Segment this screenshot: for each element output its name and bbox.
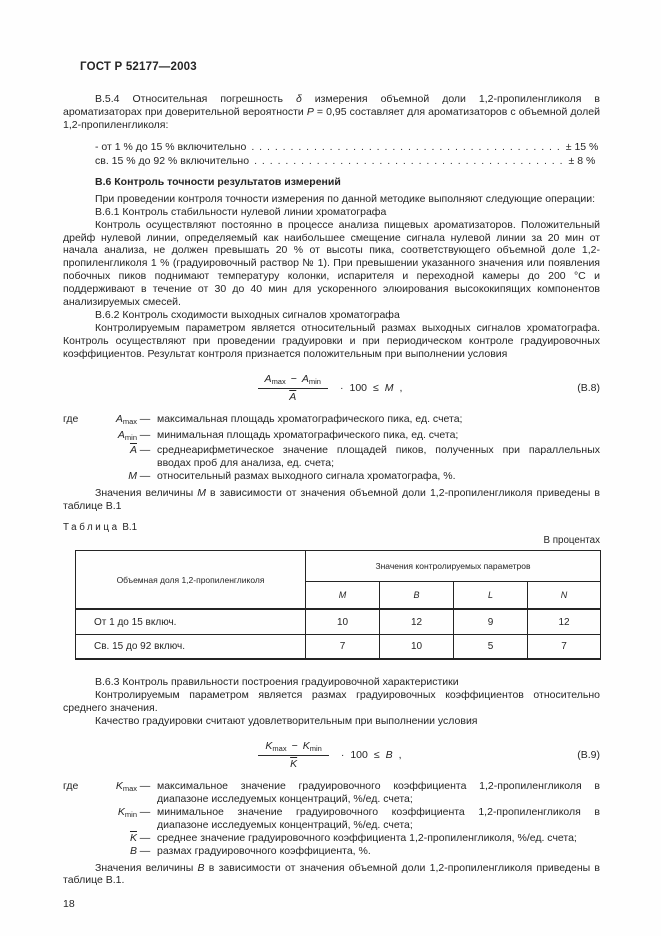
tolerance-row-2 (95, 154, 596, 169)
sub-min: min (308, 376, 321, 386)
var-a-max: A (264, 372, 272, 385)
formula-number-b9: (В.9) (577, 749, 600, 762)
tolerance-label: св. 15 % до 92 % включительно (95, 155, 250, 168)
tolerance-value: ± 8 % (568, 155, 596, 168)
table-row (76, 609, 601, 634)
fraction (258, 740, 328, 770)
dash: — (139, 470, 151, 483)
formula-tail (337, 382, 405, 394)
table-units-note: В процентах (543, 534, 600, 546)
cell-l: 5 (454, 634, 528, 659)
sub-max: max (272, 744, 287, 754)
heading-b61: В.6.1 Контроль стабильности нулевой линии хроматографа (95, 205, 387, 218)
column-group-header: Значения контролируемых параметров (306, 550, 601, 581)
table-caption (63, 522, 600, 533)
fraction-numerator (258, 740, 328, 756)
cell-m: 10 (306, 609, 380, 634)
tolerance-label: - от 1 % до 15 % включительно (95, 140, 247, 153)
paragraph-b63-2: Качество градуировки считают удовлетворительным при выполнении условия (95, 715, 478, 728)
formula-tail (338, 749, 405, 761)
fraction-denominator (290, 756, 297, 770)
definition-text: максимальная площадь хроматографического пика, ед. счета; (157, 412, 463, 425)
column-header-m: M (306, 581, 380, 609)
column-header-l: L (454, 581, 528, 609)
term-m: M (128, 470, 137, 483)
tolerance-list (95, 140, 599, 169)
paragraph-b63-1: Контролируемым параметром является размах градуировочных коэффициентов относительно среднего значения. (63, 689, 600, 715)
term-b: В (129, 844, 137, 857)
definition-row (63, 832, 600, 845)
constant-100: 100 (350, 749, 368, 762)
definition-text: среднее значение градуировочного коэффициента 1,2-пропиленгликоля, %/ед. счета; (157, 831, 577, 844)
paragraph-b6-intro: При проведении контроля точности измерения по данной методике выполняют следующие операции: (95, 192, 595, 205)
heading-b62: В.6.2 Контроль сходимости выходных сигналов хроматографа (95, 308, 400, 321)
leader-dots: . . . . . . . . . . . . . . . . . . . . . . . . . . . . . . . . . . . . . . . . (254, 155, 564, 168)
var-a-mean: A (289, 390, 297, 403)
heading-b63: В.6.3 Контроль правильности построения градуировочной характеристики (95, 676, 459, 689)
minus-operator: − (290, 372, 297, 385)
var-k-mean: K (290, 758, 298, 771)
definitions-b8 (63, 413, 600, 484)
b54-text-mid: измерения объемной доли 1,2-пропиленгликоля в ароматизаторах при доверительной вероятности (63, 93, 600, 118)
table-caption-ref: В.1 (122, 521, 138, 533)
definition-row (63, 780, 600, 806)
table-row (76, 634, 601, 659)
definition-row (63, 806, 600, 832)
term-a-min: $A_{min}$ (117, 428, 137, 442)
term-a-mean: $\overline{A}$ (129, 444, 137, 457)
dash: — (139, 444, 151, 457)
column-header-volume-fraction: Объемная доля 1,2-пропиленгликоля (76, 550, 306, 609)
definition-text: среднеарифметическое значение площадей пиков, полученных при параллельных вводах проб для анализа, ед. счета; (157, 444, 600, 470)
formula-b9 (63, 737, 600, 773)
definition-text: размах градуировочного коэффициента, %. (157, 844, 371, 857)
b54-var-delta: δ (295, 93, 302, 105)
definition-text: максимальное значение градуировочного коэффициента 1,2-пропиленгликоля в диапазоне исследуемых концентраций, %/ед. счета; (157, 780, 600, 805)
paragraph-b62: Контролируемым параметром является относительный размах выходных сигналов хроматографа. Контроль осуществляют при проведении градуировки и при периодическом контроле градуировочных коэффициентов. Результат контроля признается положительным при выполнении условия (63, 321, 600, 360)
definition-row (63, 413, 600, 429)
table-b1 (75, 550, 601, 661)
b54-text-post: = 0,95 составляет для ароматизаторов с объемной долей 1,2-пропиленгликоля: (63, 105, 600, 131)
dash: — (139, 428, 151, 441)
cell-n: 12 (528, 609, 601, 634)
var-b: B (385, 749, 393, 762)
var-m-italic: М (197, 487, 206, 500)
row-label: От 1 до 15 включ. (76, 609, 306, 634)
tolerance-row-1 (95, 140, 599, 155)
where-word: где (63, 780, 79, 793)
cell-l: 9 (454, 609, 528, 634)
var-b-italic: В (197, 861, 205, 874)
minus-operator: − (291, 740, 298, 753)
term-k-max: $K_{max}$ (115, 780, 137, 794)
column-header-n: N (528, 581, 601, 609)
table-caption-word: Таблица (63, 521, 120, 533)
term-k-min: $K_{min}$ (117, 805, 137, 819)
leader-dots: . . . . . . . . . . . . . . . . . . . . . . . . . . . . . . . . . . . . . . . . (251, 140, 561, 153)
fraction (258, 373, 328, 403)
comma: , (399, 381, 403, 394)
dash: — (139, 831, 151, 844)
dash: — (139, 780, 151, 793)
definition-row (63, 470, 600, 483)
row-label: Св. 15 до 92 включ. (76, 634, 306, 659)
dash: — (139, 844, 151, 857)
document-header: ГОСТ Р 52177—2003 (80, 61, 197, 73)
dot-operator: · (340, 749, 345, 762)
sub-max: max (271, 376, 286, 386)
term-a-max: $A_{max}$ (115, 412, 137, 426)
definition-row (63, 429, 600, 445)
term-k-mean: $\overline{K}$ (129, 831, 137, 844)
formula-number-b8: (В.8) (577, 381, 600, 394)
constant-100: 100 (349, 381, 368, 394)
comma: , (398, 749, 402, 762)
var-m: M (384, 381, 394, 394)
sub-min: min (309, 744, 322, 754)
less-equal-operator: ≤ (373, 381, 379, 394)
heading-b6: В.6 Контроль точности результатов измерений (95, 175, 341, 188)
less-equal-operator: ≤ (373, 749, 380, 762)
definition-text: относительный размах выходного сигнала хроматографа, %. (157, 470, 456, 483)
dash: — (139, 805, 151, 818)
var-k-max: K (265, 740, 273, 753)
tolerance-value: ± 15 % (565, 140, 599, 153)
paragraph-b54 (63, 93, 600, 132)
definition-row (63, 444, 600, 470)
definition-text: минимальное значение градуировочного коэффициента 1,2-пропиленгликоля в диапазоне исследуемых концентраций, %/ед. счета; (157, 805, 600, 831)
formula-b8 (63, 370, 600, 406)
definitions-b9 (63, 780, 600, 857)
page-number: 18 (63, 898, 75, 911)
fraction-denominator (289, 389, 296, 403)
cell-b: 10 (380, 634, 454, 659)
note-table-b: Значения величины В в зависимости от значения объемной доли 1,2-пропиленгликоля приведены в таблице В.1. (63, 861, 600, 887)
dash: — (139, 412, 151, 425)
paragraph-b61: Контроль осуществляют постоянно в процессе анализа пищевых ароматизаторов. Положительный дрейф нулевой линии, определяемый как наибольшее смещение сигнала нулевой линии за 20 мин от начала анализа, не должен превышать 20 % от высоты пика, соответствующего объемной доле 1,2-пропиленгликоля 1 % (градуировочный раствор № 1). При превышении указанного значения или появления побочных пиков поднимают температуру колонки, испарителя и переходной камеры до 200 °С и поддерживают в течение от 30 до 40 мин для ускоренного элюирования высококипящих компонентов анализируемых смесей. (63, 218, 600, 309)
cell-b: 12 (380, 609, 454, 634)
note-table-m: Значения величины М в зависимости от значения объемной доли 1,2-пропиленгликоля приведены в таблице В.1 (63, 487, 600, 513)
b54-text-pre: В.5.4 Относительная погрешность (95, 93, 296, 105)
table-header-row-1 (76, 550, 601, 581)
definition-row (63, 845, 600, 858)
cell-m: 7 (306, 634, 380, 659)
cell-n: 7 (528, 634, 601, 659)
fraction-numerator (258, 373, 328, 389)
var-a-min: A (301, 372, 309, 385)
dot-operator: · (339, 381, 344, 394)
var-k-min: K (302, 740, 310, 753)
b54-var-p: Р (306, 105, 314, 118)
definition-text: минимальная площадь хроматографического пика, ед. счета; (157, 428, 459, 441)
column-header-b: B (380, 581, 454, 609)
where-word: где (63, 412, 79, 425)
